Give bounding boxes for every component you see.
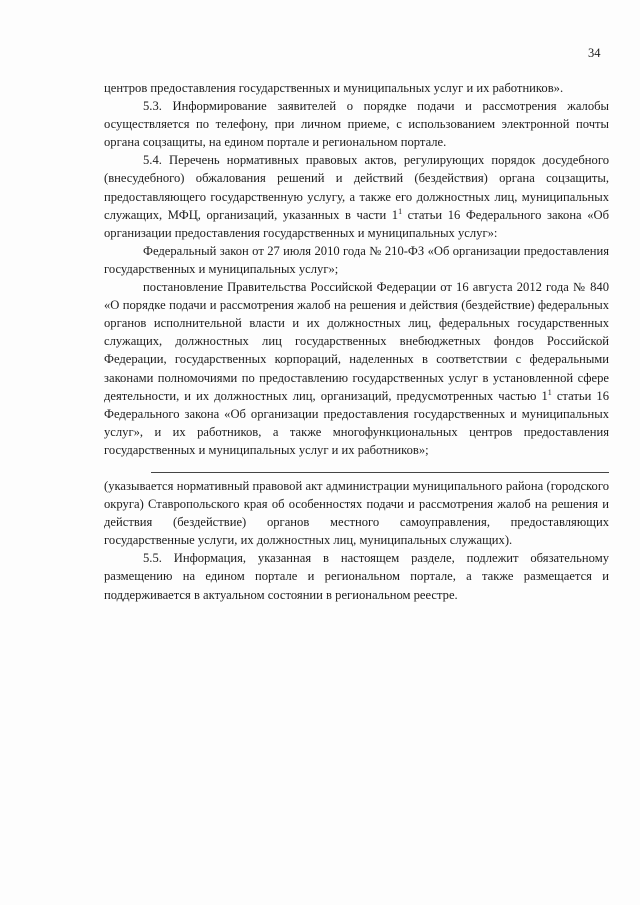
paragraph-5-5: 5.5. Информация, указанная в настоящем разделе, подлежит обязательному размещению на едином портале и региональном портале, а также размещается и поддерживается в актуальном состоянии в региональном реестре. — [104, 551, 609, 602]
page-number: 34 — [588, 46, 601, 60]
paragraph-5-4-text-cont: статьи 16 Федерального закона «Об организации предоставления государственных и муниципальных услуг»: — [104, 207, 609, 240]
government-decree-item — [104, 278, 609, 459]
paragraph-5-4-text: 5.4. Перечень нормативных правовых актов, регулирующих порядок досудебного (внесудебного) обжалования решений и действий (бездействия) органа соцзащиты, предоставляющего государственную услугу, а также его должностных лиц, муниципальных служащих, МФЦ, организаций, указанных в части 1 — [104, 153, 609, 222]
decree-text: постановление Правительства Российской Федерации от 16 августа 2012 года № 840 «О порядке подачи и рассмотрения жалоб на решения и действия (бездействие) федеральных органов исполнительной власти и их должностных лиц, федеральных государственных служащих, должностных лиц государственных внебюджетных фондов Российской Федерации, государственных корпораций, наделенных в соответствии с федеральными законами полномочиями по предоставлению государственных услуг в установленной сфере деятельности, и их должностных лиц, организаций, предусмотренных частью 1 — [104, 280, 609, 403]
superscript: 1 — [398, 206, 403, 216]
federal-law-item: Федеральный закон от 27 июля 2010 года № 210-ФЗ «Об организации предоставления государственных и муниципальных услуг»; — [104, 243, 609, 276]
paragraph-continuation: центров предоставления государственных и муниципальных услуг и их работников». — [104, 81, 564, 95]
document-body — [104, 79, 609, 604]
superscript: 1 — [547, 387, 552, 397]
paragraph-5-3: 5.3. Информирование заявителей о порядке подачи и рассмотрения жалобы осуществляется по телефону, при личном приеме, с использованием электронной почты органа соцзащиты, на едином портале и региональном портале. — [104, 99, 609, 150]
fill-in-note: (указывается нормативный правовой акт администрации муниципального района (городского округа) Ставропольского края об особенностях подачи и рассмотрения жалоб на решения и действия (бездействие) органов местного самоуправления, предоставляющих государственные услуги, их должностных лиц, муниципальных служащих). — [104, 478, 609, 548]
decree-text-cont: статьи 16 Федерального закона «Об организации предоставления государственных и муниципальных услуг», и их работников, а также многофункциональных центров предоставления государственных и муниципальных услуг и их работников»; — [104, 388, 610, 457]
paragraph-5-4 — [104, 151, 609, 241]
blank-fill-line — [151, 472, 609, 473]
